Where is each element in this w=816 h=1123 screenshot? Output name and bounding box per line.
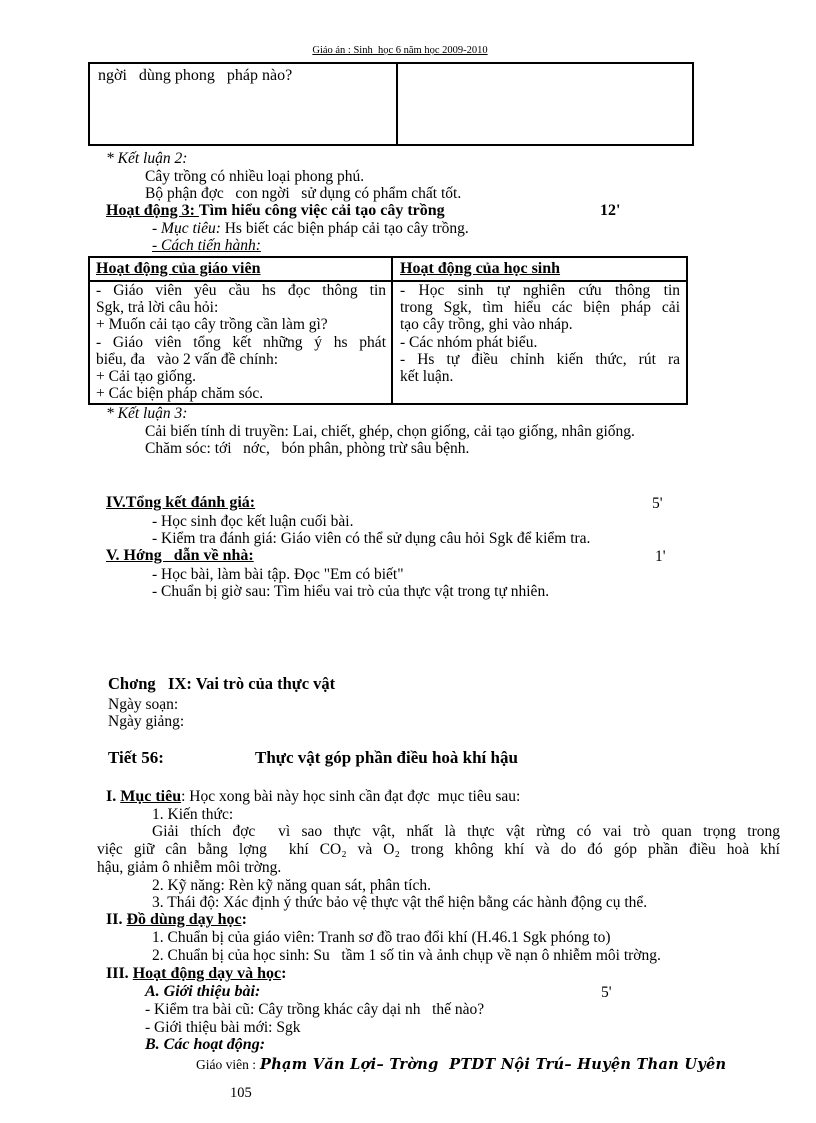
text-line: + Muốn cải tạo cây trồng cần làm gì? — [96, 316, 328, 334]
activity-table-teacher-cell — [90, 282, 393, 403]
top-table — [88, 62, 694, 146]
section2-item: 1. Chuẩn bị của giáo viên: Tranh sơ đồ trao đổi khí (H.46.1 Sgk phóng to) — [152, 929, 611, 946]
section1-attitude: 3. Thái độ: Xác định ý thức bảo vệ thực vật thể hiện bằng các hành động cụ thể. — [152, 894, 648, 911]
section5-item: - Học bài, làm bài tập. Đọc "Em có biết" — [152, 566, 404, 583]
section4-time: 5' — [652, 495, 663, 512]
text-line: việc giữ cân bằng lợng khí CO₂ và O₂ trong không khí và do đó góp phần điều hoà khí — [97, 841, 780, 859]
section4-title: IV.Tổng kết đánh giá: — [106, 494, 256, 511]
text-line: - Giáo viên tổng kết những ý hs phát — [96, 333, 386, 351]
activity3-heading — [106, 202, 445, 220]
text-line: hậu, giảm ô nhiễm môi trờng. — [97, 859, 282, 877]
page-number: 105 — [230, 1085, 252, 1101]
section5-time: 1' — [655, 548, 666, 565]
section1-paragraph — [97, 823, 780, 878]
activity3-heading-underlined: Hoạt động 3: — [106, 202, 199, 219]
footer-teacher-name: Phạm Văn Lợi– Trờng PTDT Nội Trú– Huyện Than Uyên — [260, 1056, 727, 1073]
top-table-left-cell: ngời dùng phong pháp nào? — [90, 64, 398, 144]
text-line: - Các nhóm phát biểu. — [400, 333, 538, 351]
section5-item: - Chuẩn bị giờ sau: Tìm hiểu vai trò của thực vật trong tự nhiên. — [152, 583, 550, 600]
section2-item: 2. Chuẩn bị của học sinh: Su tầm 1 số tin và ảnh chụp về nạn ô nhiễm môi trờng. — [152, 947, 661, 964]
header-student-text: Hoạt động của học sinh — [400, 260, 561, 277]
section1-title — [106, 788, 520, 806]
chapter-title: Chơng IX: Vai trò của thực vật — [108, 674, 336, 693]
activity-table — [88, 256, 688, 405]
section1-rest: : Học xong bài này học sinh cần đạt đợc mục tiêu sau: — [181, 788, 521, 805]
lesson-heading — [108, 748, 518, 767]
conclusion2-label: * Kết luận 2: — [106, 150, 188, 167]
section2-label: Đồ dùng dạy học — [126, 911, 242, 928]
activity3-heading-rest: Tìm hiểu công việc cải tạo cây trồng — [198, 202, 445, 219]
conclusion3-label: * Kết luận 3: — [106, 405, 188, 422]
header-teacher-text: Hoạt động của giáo viên — [96, 260, 261, 277]
activity-table-header-row — [90, 258, 686, 282]
text-line: + Cải tạo giống. — [96, 368, 197, 386]
lesson-title: Thực vật góp phần điều hoà khí hậu — [255, 748, 518, 767]
section1-label: Mục tiêu — [120, 788, 182, 805]
activity3-objective-text: Hs biết các biện pháp cải tạo cây trồng. — [220, 220, 469, 237]
text-line: trong Sgk, tìm hiểu các biện pháp cải — [400, 299, 680, 317]
section3-a-title: A. Giới thiệu bài: — [145, 983, 261, 1000]
section4-item: - Học sinh đọc kết luận cuối bài. — [152, 513, 354, 530]
top-table-right-cell — [398, 64, 692, 144]
text-line: tạo cây trồng, ghi vào nháp. — [400, 316, 573, 334]
footer-prefix: Giáo viên : — [196, 1057, 256, 1072]
activity3-method: - Cách tiến hành: — [152, 237, 261, 254]
running-header-text: Giáo án : Sinh học 6 năm học 2009-2010 — [312, 45, 488, 56]
section3-num: III. — [106, 965, 133, 982]
lesson-label: Tiết 56: — [108, 748, 164, 767]
section3-label: Hoạt động dạy và học — [132, 965, 282, 982]
section3-colon: : — [281, 965, 287, 982]
date-teach: Ngày giảng: — [108, 713, 185, 730]
section2-title — [106, 911, 247, 929]
text-line: Sgk, trả lời câu hỏi: — [96, 299, 219, 317]
activity-table-header-teacher — [90, 258, 393, 282]
running-header — [90, 44, 710, 57]
section2-num: II. — [106, 911, 127, 928]
text-line: Giải thích đợc vì sao thực vật, nhất là thực vật rừng có vai trò quan trọng trong — [152, 823, 780, 840]
section4-item: - Kiểm tra đánh giá: Giáo viên có thể sử dụng câu hỏi Sgk để kiểm tra. — [152, 530, 591, 547]
activity3-time: 12' — [600, 202, 621, 219]
conclusion2-line2: Bộ phận đợc con ngời sử dụng có phẩm chất tốt. — [145, 185, 462, 202]
activity3-objective-label: - Mục tiêu: — [152, 220, 221, 237]
section3-item: - Kiểm tra bài cũ: Cây trồng khác cây dại nh thế nào? — [145, 1001, 485, 1018]
section5-title: V. Hớng dẫn về nhà: — [106, 547, 254, 564]
section1-knowledge-label: 1. Kiến thức: — [152, 806, 234, 823]
activity3-objective — [152, 220, 469, 238]
text-line: biểu, đa vào 2 vấn đề chính: — [96, 350, 279, 368]
activity-table-student-cell — [393, 282, 686, 403]
activity-table-header-student — [393, 258, 686, 282]
conclusion3-line1: Cải biến tính di truyền: Lai, chiết, ghép, chọn giống, cải tạo giống, nhân giống. — [145, 423, 635, 440]
section1-num: I. — [106, 788, 121, 805]
section3-title — [106, 965, 286, 983]
text-line: - Học sinh tự nghiên cứu thông tin — [400, 282, 680, 299]
date-plan: Ngày soạn: — [108, 696, 179, 713]
text-line: - Giáo viên yêu cầu hs đọc thông tin — [96, 282, 386, 299]
section1-skill: 2. Kỹ năng: Rèn kỹ năng quan sát, phân tích. — [152, 877, 431, 894]
page-footer — [196, 1056, 726, 1074]
text-line: - Hs tự điều chỉnh kiến thức, rút ra — [400, 350, 680, 368]
activity-table-body-row — [90, 282, 686, 403]
text-line: + Các biện pháp chăm sóc. — [96, 385, 264, 403]
conclusion3-line2: Chăm sóc: tới nớc, bón phân, phòng trừ sâu bệnh. — [145, 440, 470, 457]
section2-colon: : — [241, 911, 247, 928]
text-line: kết luận. — [400, 368, 454, 386]
conclusion2-line1: Cây trồng có nhiều loại phong phú. — [145, 168, 365, 185]
section3-a-time: 5' — [601, 984, 612, 1001]
section3-b-title: B. Các hoạt động: — [145, 1036, 266, 1053]
section3-item: - Giới thiệu bài mới: Sgk — [145, 1019, 301, 1036]
